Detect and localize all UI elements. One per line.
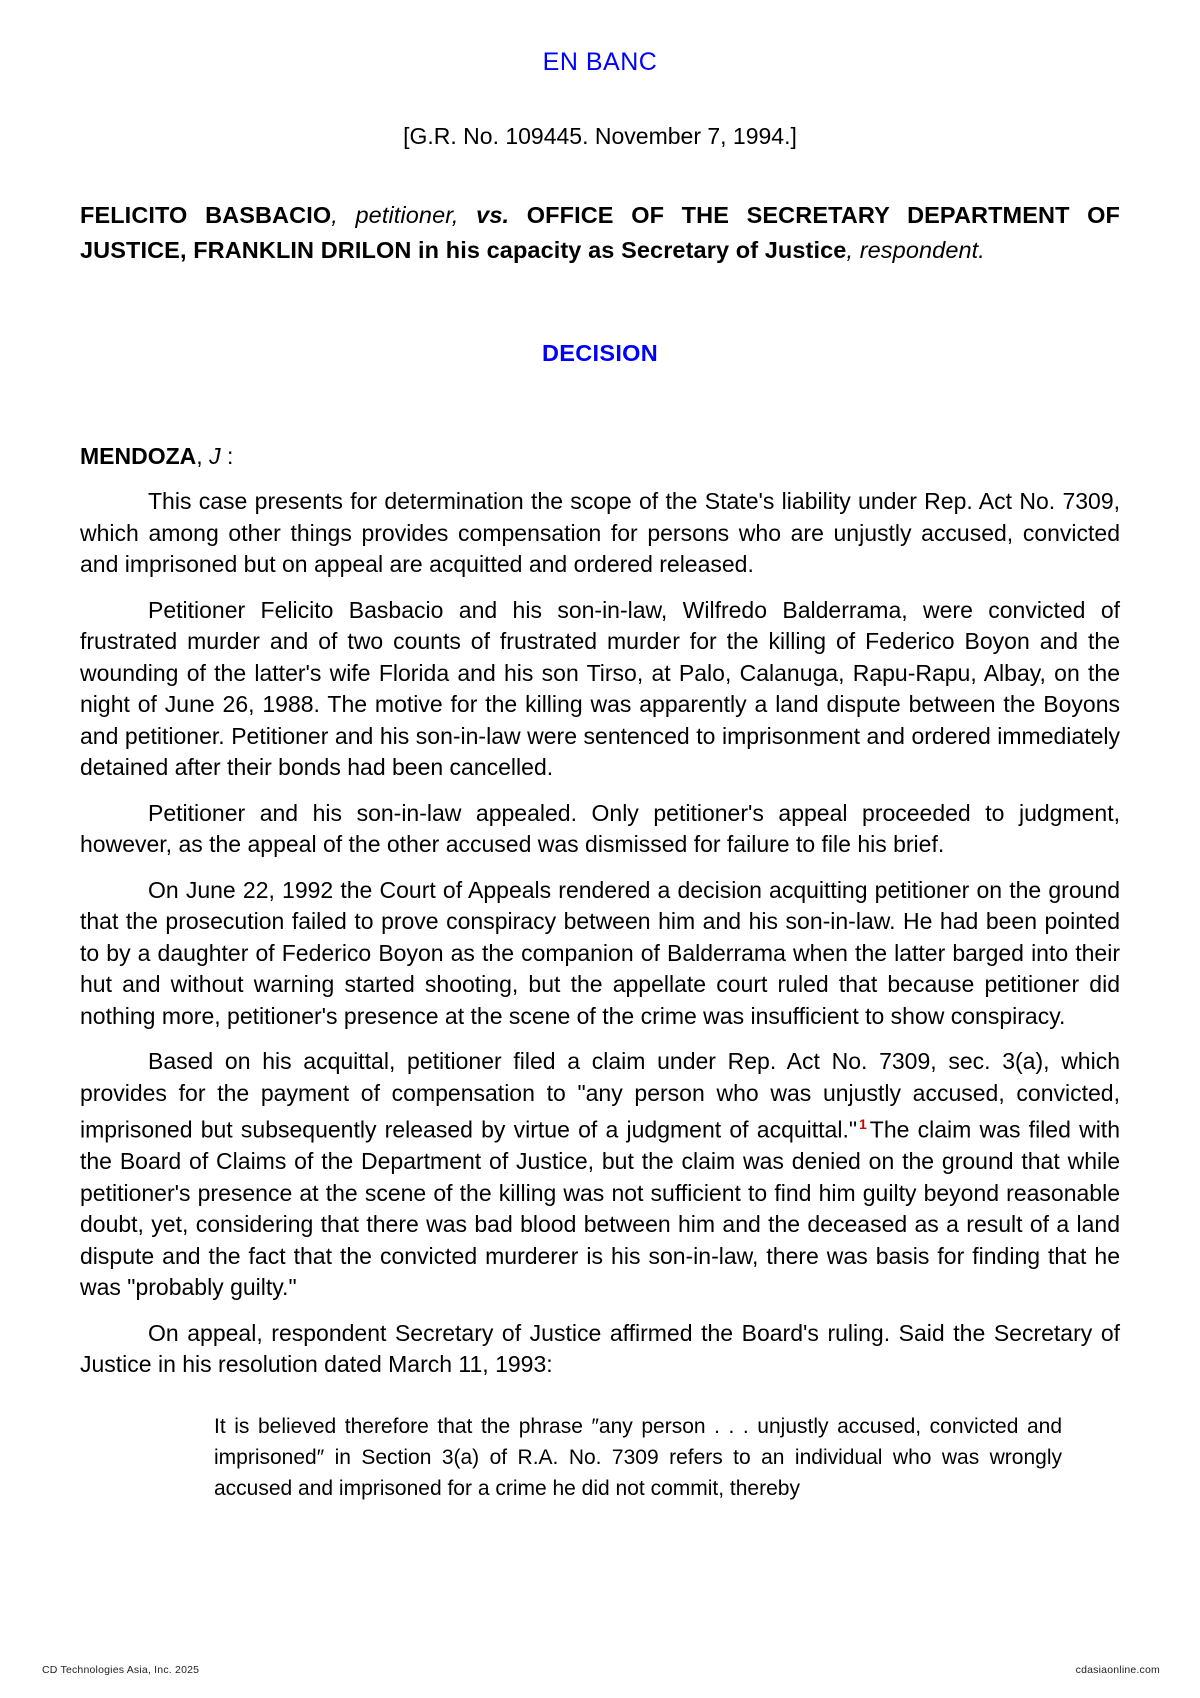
body-paragraph: On June 22, 1992 the Court of Appeals rendered a decision acquitting petitioner on the ground that the prosecution failed to prove conspiracy between him and his son-in-law. He had been pointed to by a daughter of Federico Boyon as the companion of Balderrama when the latter barged into their hut and without warning started shooting, but the appellate court ruled that because petitioner did nothing more, petitioner's presence at the scene of the crime was insufficient to show conspiracy. <box>80 876 1120 1029</box>
footer-copyright: CD Technologies Asia, Inc. 2025 <box>42 1664 200 1676</box>
decision-heading: DECISION <box>542 340 658 366</box>
body-paragraph-with-footnote <box>80 1032 1120 1304</box>
footer-source-site: cdasiaonline.com <box>1075 1664 1160 1676</box>
ponente-byline <box>80 443 1120 470</box>
case-title <box>80 198 1120 268</box>
body-paragraph: Petitioner Felicito Basbacio and his son-in-law, Wilfredo Balderrama, were convicted of frustrated murder and of two counts of frustrated murder for the killing of Federico Boyon and the wounding of the latter's wife Florida and his son Tirso, at Palo, Calanuga, Rapu-Rapu, Albay, on the night of June 26, 1988. The motive for the killing was apparently a land dispute between the Boyons and petitioner. Petitioner and his son-in-law were sentenced to imprisonment and ordered immediately detained after their bonds had been cancelled. <box>80 596 1120 780</box>
body-paragraph: This case presents for determination the scope of the State's liability under Rep. Act No. 7309, which among other things provides compensation for persons who are unjustly accused, convicted and imprisoned but on appeal are acquitted and ordered released. <box>80 488 1120 577</box>
ponente-name: MENDOZA <box>80 443 197 469</box>
docket-line: [G.R. No. 109445. November 7, 1994.] <box>403 123 797 149</box>
body-paragraph: On appeal, respondent Secretary of Justice affirmed the Board's ruling. Said the Secretary of Justice in his resolution dated March 11, 1993: <box>80 1319 1120 1378</box>
ponente-colon: : <box>220 443 234 469</box>
case-title-petitioner-name: FELICITO BASBACIO <box>80 202 332 228</box>
page-footer <box>0 1664 1200 1684</box>
case-title-petitioner-label: , petitioner, <box>331 202 459 228</box>
ponente-title: J <box>209 443 221 469</box>
case-title-respondent-label: , respondent. <box>846 237 985 263</box>
quoted-resolution-block: It is believed therefore that the phrase ″any person . . . unjustly accused, convicted and imprisoned″ in Section 3(a) of R.A. No. 7309 refers to an individual who was wrongly accused and imprisoned for a crime he did not commit, thereby <box>214 1414 1062 1500</box>
body-paragraph: Petitioner and his son-in-law appealed. Only petitioner's appeal proceeded to judgment, however, as the appeal of the other accused was dismissed for failure to file his brief. <box>80 799 1120 857</box>
document-content <box>80 0 1120 1504</box>
footnote-paragraph-lead: Based on his acquittal, petitioner filed a claim under Rep. Act No. 7309, sec. 3(a), which provides for the payment of compensation to "any person who was unjustly accused, convicted, imprisoned but subsequently released by virtue of a judgment of acquittal." <box>80 1048 1120 1143</box>
ponente-comma: , <box>196 443 203 469</box>
court-heading: EN BANC <box>542 48 658 76</box>
case-title-versus: vs. <box>476 202 510 228</box>
footnote-paragraph-tail: The claim was filed with the Board of Claims of the Department of Justice, but the claim was denied on the ground that while petitioner's presence at the scene of the killing was not sufficient to find him guilty beyond reasonable doubt, yet, considering that there was bad blood between him and the deceased as a result of a land dispute and the fact that the convicted murderer is his son-in-law, there was basis for finding that he was "probably guilty." <box>80 1116 1120 1301</box>
case-title-respondent-name: OFFICE OF THE SECRETARY DEPARTMENT OF JUSTICE, FRANKLIN DRILON in his capacity as Secretary of Justice <box>80 202 1121 263</box>
footnote-reference-1[interactable]: 1 <box>859 1116 867 1132</box>
